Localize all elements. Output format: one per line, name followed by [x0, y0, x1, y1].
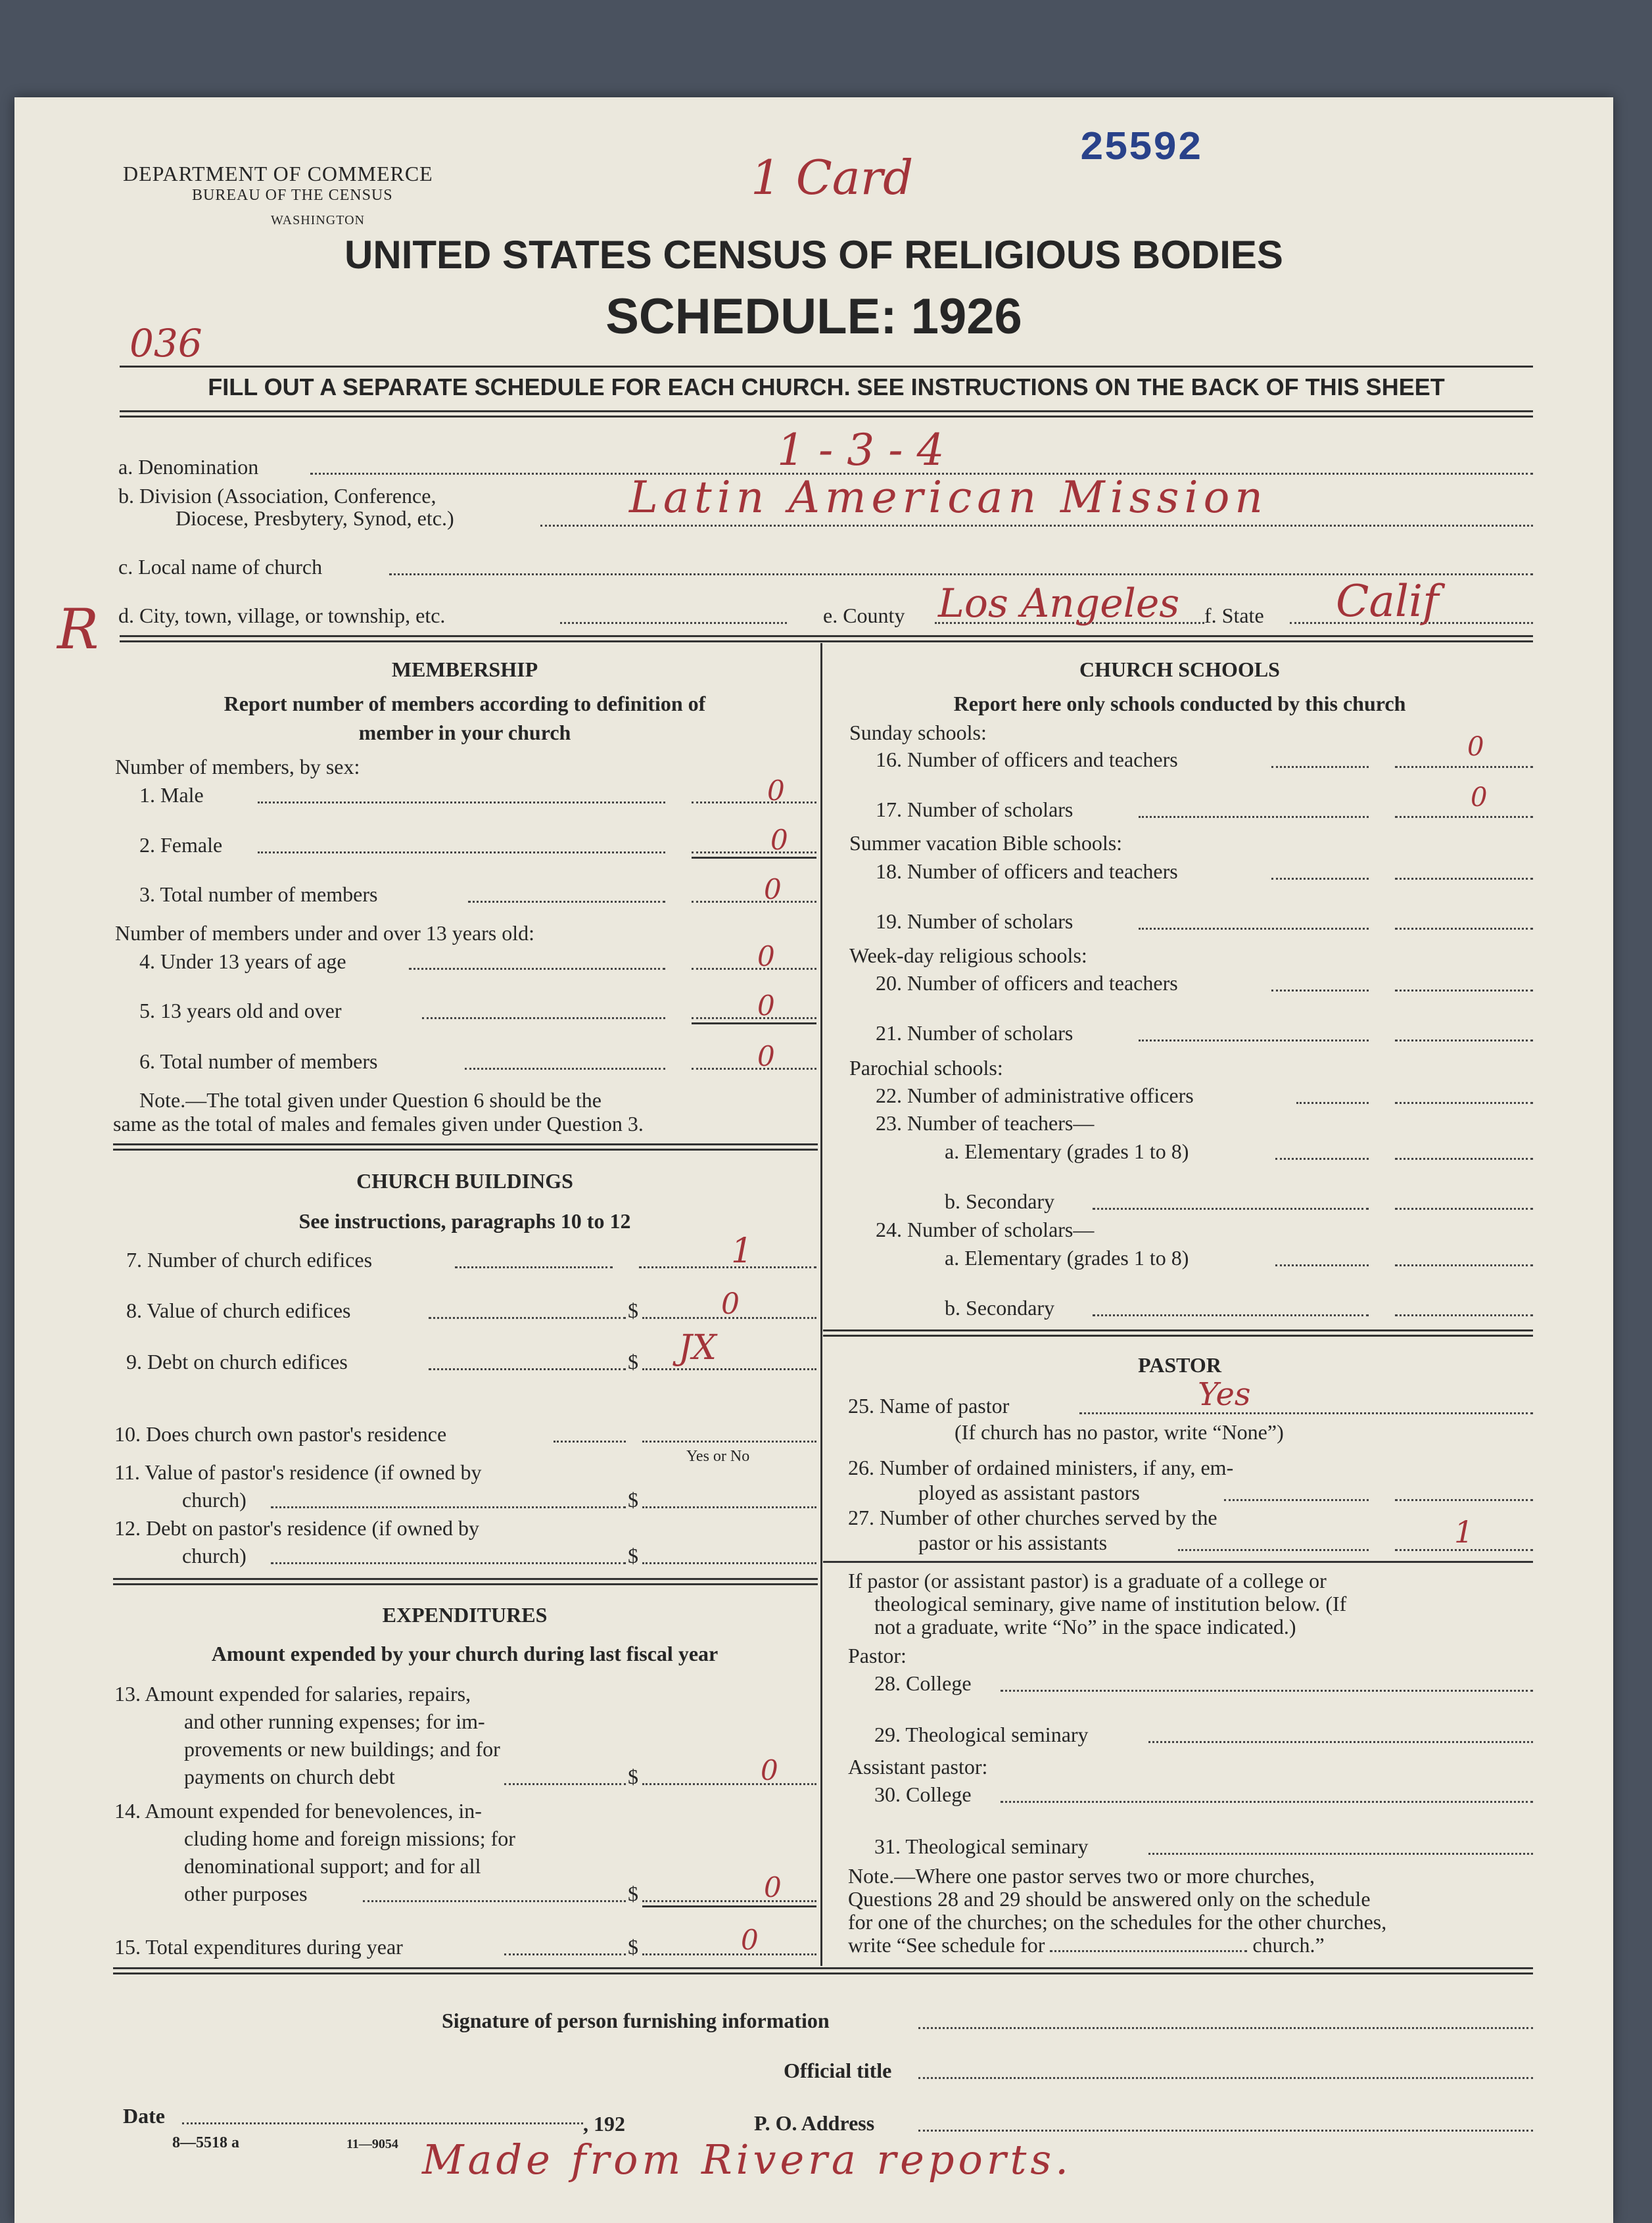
q9-dollar: $: [628, 1350, 638, 1374]
q13-leader: [504, 1783, 626, 1785]
q11-label-line2: church): [182, 1488, 247, 1512]
weekday-schools-label: Week-day religious schools:: [849, 944, 1087, 967]
q9-leader: [429, 1368, 626, 1370]
q23a-leader: [1275, 1158, 1369, 1160]
q25-value: Yes: [1198, 1376, 1251, 1413]
state-value: Calif: [1336, 576, 1439, 627]
q19-leader: [1139, 928, 1369, 930]
q9-label: 9. Debt on church edifices: [126, 1350, 348, 1374]
r-annotation: R: [57, 597, 99, 661]
q8-value: 0: [721, 1287, 740, 1321]
q18-label: 18. Number of officers and teachers: [876, 859, 1178, 883]
schools-sub: Report here only schools conducted by this church: [953, 692, 1406, 715]
county-label: e. County: [823, 604, 905, 627]
official-title-label: Official title: [784, 2059, 892, 2082]
local-name-field[interactable]: [389, 573, 1533, 575]
q12-field[interactable]: [642, 1562, 816, 1564]
q19-label: 19. Number of scholars: [876, 909, 1074, 933]
header-rule-bottom: [120, 410, 1533, 418]
q11-leader: [271, 1506, 626, 1508]
q7-field[interactable]: [639, 1266, 816, 1268]
q26-label-line1: 26. Number of ordained ministers, if any, em-: [848, 1456, 1234, 1479]
q15-dollar: $: [628, 1935, 638, 1959]
q26-label-line2: ployed as assistant pastors: [918, 1481, 1140, 1504]
q17-value: 0: [1471, 782, 1488, 813]
q1-field[interactable]: [692, 801, 816, 803]
q26-leader: [1224, 1499, 1369, 1501]
q18-leader: [1271, 878, 1369, 880]
denomination-value: 1 - 3 - 4: [777, 425, 945, 475]
footer-rule: [113, 1967, 1533, 1974]
q19-field[interactable]: [1395, 928, 1533, 930]
date-year-prefix: , 192: [583, 2112, 625, 2136]
q23a-field[interactable]: [1395, 1158, 1533, 1160]
q2-underline: [692, 857, 816, 859]
graduate-note-line1: If pastor (or assistant pastor) is a graduate of a college or: [848, 1569, 1327, 1592]
card-annotation: 1 Card: [751, 150, 914, 205]
q3-leader: [468, 901, 665, 903]
q31-field[interactable]: [1148, 1853, 1533, 1855]
denomination-label: a. Denomination: [118, 455, 259, 479]
pastor-note-line4-start: write “See schedule for: [848, 1933, 1050, 1957]
q17-leader: [1139, 816, 1369, 818]
q15-field[interactable]: [642, 1953, 816, 1955]
q23b-label: b. Secondary: [945, 1189, 1055, 1213]
q3-field[interactable]: [692, 901, 816, 903]
pastor-rule: [823, 1561, 1533, 1563]
local-name-label: c. Local name of church: [118, 555, 323, 579]
division-label-line2: Diocese, Presbytery, Synod, etc.): [176, 506, 454, 530]
q13-line1: 13. Amount expended for salaries, repairs,: [114, 1682, 471, 1706]
header-rule-top: [120, 366, 1533, 368]
q24b-label: b. Secondary: [945, 1296, 1055, 1320]
date-label: Date: [123, 2104, 165, 2128]
q13-line3: provements or new buildings; and for: [184, 1737, 500, 1761]
q28-label: 28. College: [874, 1671, 972, 1695]
q25-label: 25. Name of pastor: [848, 1394, 1010, 1418]
q6-field[interactable]: [692, 1068, 816, 1070]
membership-sub2: member in your church: [358, 721, 571, 744]
q7-leader: [455, 1266, 613, 1268]
q14-line4: other purposes: [184, 1882, 308, 1905]
po-address-field[interactable]: [918, 2130, 1533, 2132]
pastor-sublabel: Pastor:: [848, 1644, 907, 1667]
q14-line3: denominational support; and for all: [184, 1854, 481, 1878]
members-by-age-label: Number of members under and over 13 years old:: [115, 921, 535, 945]
city-field[interactable]: [560, 622, 787, 624]
membership-heading: MEMBERSHIP: [391, 657, 538, 681]
summer-schools-label: Summer vacation Bible schools:: [849, 831, 1123, 855]
schools-rule: [823, 1329, 1533, 1337]
pastor-note-line4: [848, 1933, 1325, 1957]
q21-field[interactable]: [1395, 1040, 1533, 1041]
q21-label: 21. Number of scholars: [876, 1021, 1074, 1045]
q9-value: JX: [678, 1328, 717, 1368]
q14-value: 0: [764, 1871, 782, 1903]
footer-handwritten-note: Made from Rivera reports.: [422, 2136, 1072, 2184]
membership-sub1: Report number of members according to definition of: [224, 692, 706, 715]
q13-line2: and other running expenses; for im-: [184, 1709, 485, 1733]
q9-field[interactable]: [642, 1368, 816, 1370]
q23b-leader: [1093, 1208, 1369, 1210]
q17-field[interactable]: [1395, 816, 1533, 818]
q26-field[interactable]: [1395, 1499, 1533, 1501]
q3-total-label: 3. Total number of members: [139, 882, 378, 906]
q5-leader: [422, 1017, 665, 1019]
division-label-line1: b. Division (Association, Conference,: [118, 484, 437, 508]
q2-female-label: 2. Female: [139, 833, 223, 857]
q12-leader: [271, 1562, 626, 1564]
division-field[interactable]: [540, 525, 1533, 527]
state-label: f. State: [1204, 604, 1264, 627]
see-schedule-field[interactable]: [1050, 1950, 1247, 1952]
q7-value: 1: [731, 1231, 753, 1271]
membership-note-line1: Note.—The total given under Question 6 should be the: [139, 1088, 602, 1112]
q10-field[interactable]: [642, 1441, 816, 1443]
q25-field[interactable]: [1079, 1412, 1533, 1414]
q30-field[interactable]: [1001, 1801, 1533, 1803]
pastor-note-line4-end: church.”: [1247, 1933, 1325, 1957]
q12-label-line2: church): [182, 1544, 247, 1567]
buildings-rule: [113, 1578, 818, 1585]
q20-leader: [1271, 990, 1369, 992]
q14-underline: [642, 1905, 816, 1907]
bureau-label: BUREAU OF THE CENSUS: [192, 187, 393, 204]
q22-field[interactable]: [1395, 1102, 1533, 1104]
q13-dollar: $: [628, 1765, 638, 1788]
q15-label: 15. Total expenditures during year: [114, 1935, 403, 1959]
q27-value: 1: [1454, 1514, 1474, 1550]
q1-male-label: 1. Male: [139, 783, 204, 807]
q14-dollar: $: [628, 1882, 638, 1905]
graduate-note-line3: not a graduate, write “No” in the space indicated.): [874, 1615, 1296, 1638]
q11-label-line1: 11. Value of pastor's residence (if owned by: [114, 1460, 482, 1484]
q14-field[interactable]: [642, 1900, 816, 1902]
q13-field[interactable]: [642, 1783, 816, 1785]
q6-value: 0: [757, 1040, 775, 1072]
pastor-note-line1: Note.—Where one pastor serves two or more churches,: [848, 1864, 1315, 1888]
q4-leader: [409, 968, 665, 970]
id-section-rule: [120, 635, 1533, 642]
buildings-heading: CHURCH BUILDINGS: [356, 1169, 573, 1193]
q31-label: 31. Theological seminary: [874, 1834, 1089, 1858]
q4-field[interactable]: [692, 968, 816, 970]
schools-heading: CHURCH SCHOOLS: [1079, 657, 1280, 681]
graduate-note-line2: theological seminary, give name of institution below. (If: [874, 1592, 1347, 1615]
column-divider: [820, 643, 822, 1966]
q15-leader: [504, 1953, 626, 1955]
q8-dollar: $: [628, 1299, 638, 1322]
official-title-field[interactable]: [918, 2077, 1533, 2079]
q10-leader: [554, 1441, 626, 1443]
q16-label: 16. Number of officers and teachers: [876, 748, 1178, 771]
q20-label: 20. Number of officers and teachers: [876, 971, 1178, 995]
q16-leader: [1271, 766, 1369, 768]
q12-label-line1: 12. Debt on pastor's residence (if owned by: [114, 1516, 479, 1540]
q3-value: 0: [764, 873, 782, 905]
q24a-field[interactable]: [1395, 1264, 1533, 1266]
po-address-label: P. O. Address: [754, 2111, 875, 2135]
department-label: DEPARTMENT OF COMMERCE: [123, 162, 433, 185]
q1-value: 0: [767, 775, 785, 807]
q27-label-line1: 27. Number of other churches served by the: [848, 1506, 1217, 1529]
q14-line2: cluding home and foreign missions; for: [184, 1827, 515, 1850]
assistant-pastor-sublabel: Assistant pastor:: [848, 1755, 988, 1779]
q14-leader: [363, 1900, 626, 1902]
print-number: 11—9054: [346, 2137, 398, 2151]
city-label: d. City, town, village, or township, etc.: [118, 604, 446, 627]
q11-dollar: $: [628, 1488, 638, 1512]
washington-label: WASHINGTON: [271, 213, 365, 227]
q20-field[interactable]: [1395, 990, 1533, 992]
q2-value: 0: [770, 824, 788, 856]
q8-leader: [429, 1317, 626, 1319]
division-value: Latin American Mission: [629, 472, 1268, 523]
members-by-sex-label: Number of members, by sex:: [115, 755, 360, 778]
date-field[interactable]: [182, 2122, 583, 2124]
membership-note-line2: same as the total of males and females given under Question 3.: [113, 1112, 644, 1135]
county-value: Los Angeles: [938, 581, 1180, 627]
sunday-schools-label: Sunday schools:: [849, 721, 987, 744]
form-number: 8—5518 a: [172, 2134, 239, 2151]
q17-label: 17. Number of scholars: [876, 798, 1074, 821]
q24b-leader: [1093, 1314, 1369, 1316]
q5-value: 0: [757, 990, 775, 1022]
pastor-note-line3: for one of the churches; on the schedules for the other churches,: [848, 1910, 1387, 1934]
yes-or-no-hint: Yes or No: [686, 1448, 750, 1465]
membership-rule: [113, 1143, 818, 1151]
code-annotation: 036: [130, 321, 202, 366]
serial-number-stamp: 25592: [1079, 125, 1202, 172]
q25-note: (If church has no pastor, write “None”): [955, 1420, 1284, 1444]
q4-label: 4. Under 13 years of age: [139, 949, 346, 973]
q15-value: 0: [741, 1924, 759, 1956]
form-title: UNITED STATES CENSUS OF RELIGIOUS BODIES: [344, 233, 1283, 277]
q29-label: 29. Theological seminary: [874, 1723, 1089, 1746]
q6-label: 6. Total number of members: [139, 1049, 378, 1073]
q23a-label: a. Elementary (grades 1 to 8): [945, 1139, 1189, 1163]
instruction-line: FILL OUT A SEPARATE SCHEDULE FOR EACH CHURCH. SEE INSTRUCTIONS ON THE BACK OF THIS SHEET: [208, 373, 1445, 400]
q12-dollar: $: [628, 1544, 638, 1567]
q7-label: 7. Number of church edifices: [126, 1248, 373, 1272]
q5-field[interactable]: [692, 1017, 816, 1019]
signature-label: Signature of person furnishing information: [442, 2009, 830, 2032]
q11-field[interactable]: [642, 1506, 816, 1508]
q18-field[interactable]: [1395, 878, 1533, 880]
q2-leader: [258, 851, 665, 853]
q13-value: 0: [761, 1754, 778, 1786]
q5-label: 5. 13 years old and over: [139, 999, 342, 1022]
q8-label: 8. Value of church edifices: [126, 1299, 351, 1322]
q24-label: 24. Number of scholars—: [876, 1218, 1095, 1241]
q27-label-line2: pastor or his assistants: [918, 1531, 1108, 1554]
q22-leader: [1296, 1102, 1369, 1104]
q16-field[interactable]: [1395, 766, 1533, 768]
q2-field[interactable]: [692, 851, 816, 853]
q29-field[interactable]: [1148, 1741, 1533, 1743]
q10-label: 10. Does church own pastor's residence: [114, 1422, 447, 1446]
q16-value: 0: [1467, 732, 1484, 762]
q30-label: 30. College: [874, 1782, 972, 1806]
q28-field[interactable]: [1001, 1690, 1533, 1692]
q24b-field[interactable]: [1395, 1314, 1533, 1316]
q21-leader: [1139, 1040, 1369, 1041]
q23b-field[interactable]: [1395, 1208, 1533, 1210]
q5-underline: [692, 1022, 816, 1024]
census-schedule-sheet: [14, 97, 1613, 2223]
q24a-leader: [1275, 1264, 1369, 1266]
expenditures-sub: Amount expended by your church during last fiscal year: [211, 1642, 719, 1665]
q4-value: 0: [757, 940, 775, 972]
q22-label: 22. Number of administrative officers: [876, 1084, 1194, 1107]
q1-leader: [258, 801, 665, 803]
expenditures-heading: EXPENDITURES: [382, 1603, 548, 1627]
q13-line4: payments on church debt: [184, 1765, 395, 1788]
q6-leader: [465, 1068, 665, 1070]
pastor-heading: PASTOR: [1138, 1353, 1221, 1377]
q24a-label: a. Elementary (grades 1 to 8): [945, 1246, 1189, 1270]
signature-field[interactable]: [918, 2027, 1533, 2029]
pastor-note-line2: Questions 28 and 29 should be answered only on the schedule: [848, 1887, 1371, 1911]
buildings-sub: See instructions, paragraphs 10 to 12: [298, 1209, 631, 1233]
schedule-year: SCHEDULE: 1926: [605, 289, 1022, 345]
q27-leader: [1178, 1549, 1369, 1551]
q23-label: 23. Number of teachers—: [876, 1111, 1095, 1135]
parochial-schools-label: Parochial schools:: [849, 1056, 1003, 1080]
q14-line1: 14. Amount expended for benevolences, in-: [114, 1799, 482, 1823]
